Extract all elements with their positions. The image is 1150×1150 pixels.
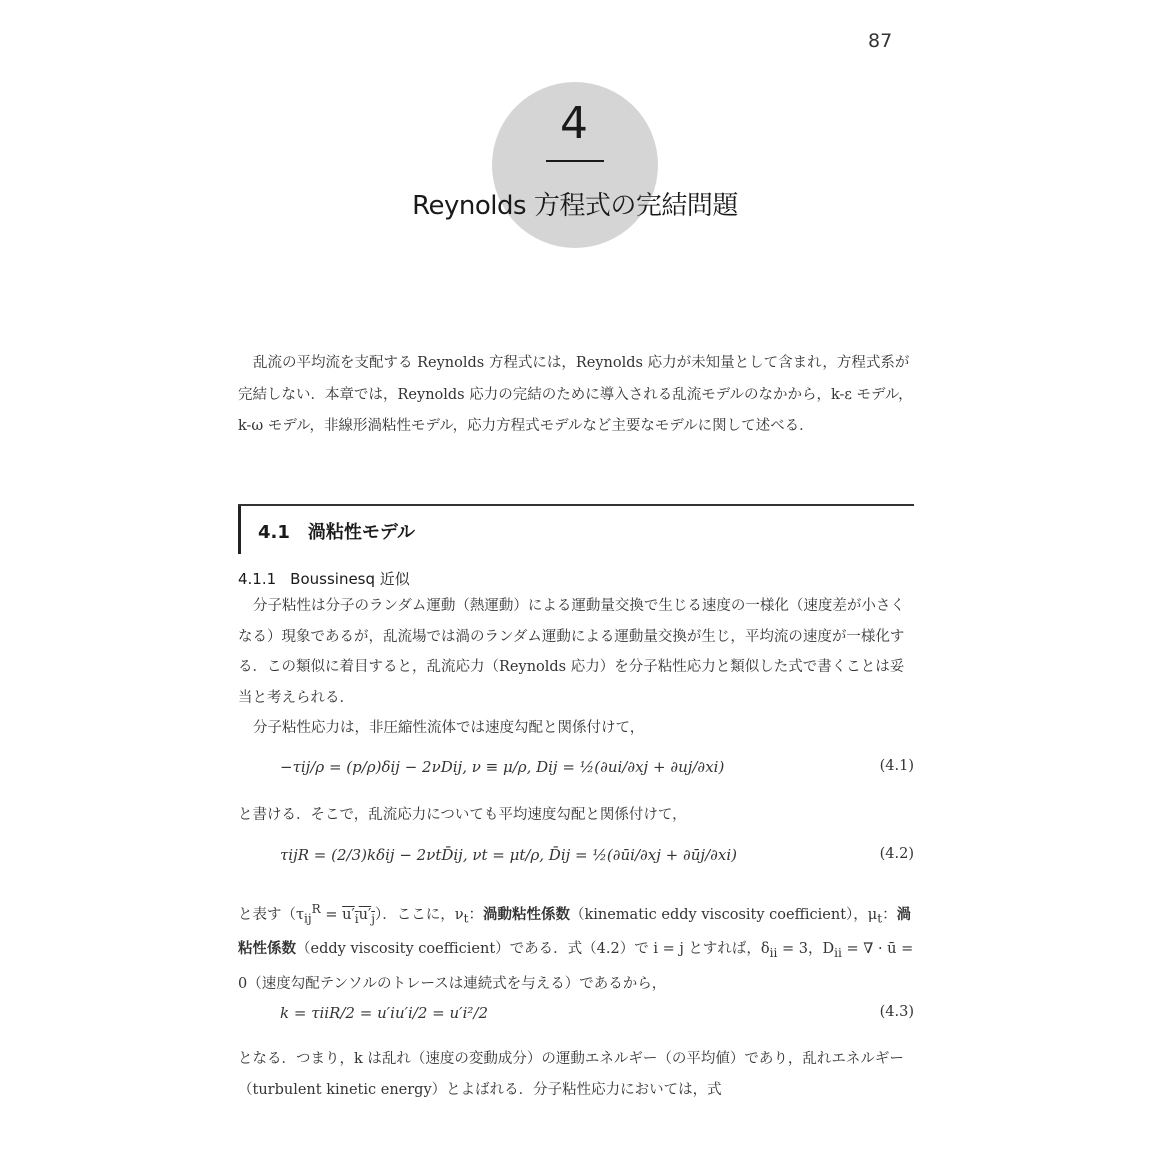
subsection-heading: [238, 568, 410, 589]
p4-text: =: [320, 906, 343, 923]
equation-4-1: [280, 748, 914, 794]
section-heading: [258, 518, 415, 544]
p4-text: と表す（τ: [238, 906, 305, 923]
p4-sup: R: [311, 902, 321, 916]
p4-text: u′: [358, 906, 372, 923]
equation-number: (4.1): [879, 758, 914, 774]
paragraph-5: となる．つまり，k は乱れ（速度の変動成分）の運動エネルギー（の平均値）であり，乱れエネルギー（turbulent kinetic energy）とよばれる．分子粘性応力においては，式: [238, 1051, 904, 1098]
page-number: 87: [868, 30, 893, 52]
equation-body: k = τiiR/2 = u′iu′i/2 = u′i²/2: [280, 1004, 488, 1022]
intro-paragraph: 乱流の平均流を支配する Reynolds 方程式には，Reynolds 応力が未知量として含まれ，方程式系が完結しない．本章では，Reynolds 応力の完結のために導入される乱流モデルのなかから，k-ε モデル，k-ω モデル，非線形渦粘性モデル，応力方程式モデルなど主要なモデルに関して述べる．: [238, 355, 913, 434]
p4-sub: t: [877, 911, 883, 926]
p4-text: ：: [882, 906, 897, 923]
p4-text: = 3，D: [777, 941, 835, 958]
paragraph-3: と書ける．そこで，乱流応力についても平均速度勾配と関係付けて，: [238, 807, 687, 823]
section-title: 渦粘性モデル: [307, 522, 415, 543]
p4-text: ：: [468, 906, 483, 923]
term-kinematic-eddy-viscosity: 渦動粘性係数: [482, 905, 570, 923]
equation-4-2: [280, 836, 914, 882]
equation-number: (4.3): [879, 1004, 914, 1020]
p4-sub: ij: [304, 911, 312, 926]
p4-sub: ii: [834, 946, 842, 961]
section-rule: [238, 504, 914, 506]
chapter-number: 4: [560, 98, 588, 149]
p4-text: = ∇ · ū = 0（速度勾配テンソルのトレースは連続式を与える）であるから，: [238, 941, 914, 992]
paragraph-2: 分子粘性応力は，非圧縮性流体では速度勾配と関係付けて，: [253, 720, 645, 736]
equation-body: −τij/ρ = (p/ρ)δij − 2νDij, ν ≡ μ/ρ, Dij = ½(∂ui/∂xj + ∂uj/∂xi): [280, 758, 725, 776]
chapter-title: Reynolds 方程式の完結問題: [412, 191, 738, 221]
subsection-number: 4.1.1: [238, 570, 277, 588]
subsection-title: Boussinesq 近似: [290, 570, 410, 588]
chapter-rule: [546, 160, 604, 162]
paragraph-1: 分子粘性は分子のランダム運動（熱運動）による運動量交換で生じる速度の一様化（速度差が小さくなる）現象であるが，乱流場では渦のランダム運動による運動量交換が生じ，平均流の速度が一様化する．この類似に着目すると，乱流応力（Reynolds 応力）を分子粘性応力と類似した式で書くことは妥当と考えられる．: [238, 598, 905, 706]
p4-sub: j: [371, 911, 376, 926]
p4-overline: [342, 906, 376, 926]
paragraph-4: [238, 894, 914, 999]
section-bar: [238, 506, 241, 554]
term-eddy-viscosity: 渦粘性係数: [238, 905, 912, 958]
equation-number: (4.2): [879, 846, 914, 862]
p4-sub: i: [354, 911, 359, 926]
p4-text: （kinematic eddy viscosity coefficient），μ: [569, 906, 878, 923]
p4-text: u′: [342, 906, 355, 923]
p4-text: ）．ここに，ν: [375, 906, 464, 923]
p4-sub: ii: [769, 946, 778, 961]
p4-text: （eddy viscosity coefficient）である．式（4.2）で i = j とすれば，δ: [296, 941, 770, 958]
equation-body: τijR = (2/3)kδij − 2νtD̄ij, νt = μt/ρ, D̄ij = ½(∂ūi/∂xj + ∂ūj/∂xi): [280, 846, 737, 864]
section-number: 4.1: [258, 522, 290, 543]
p4-sub: t: [463, 911, 469, 926]
equation-4-3: [280, 994, 914, 1040]
